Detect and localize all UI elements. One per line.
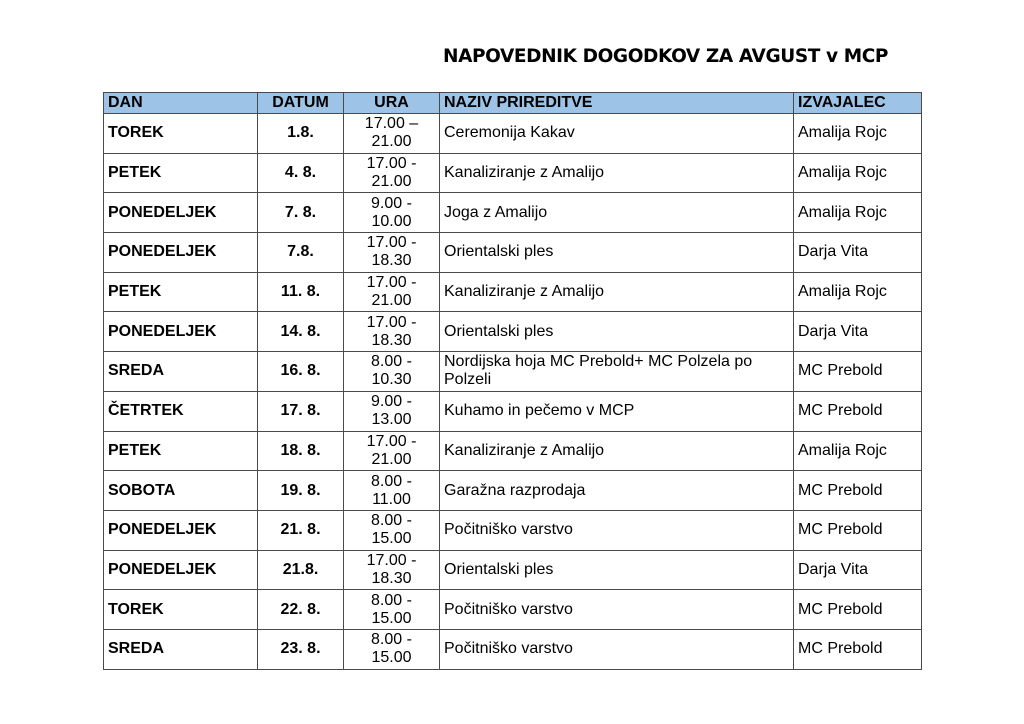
- cell-izvajalec: MC Prebold: [794, 471, 922, 511]
- table-row: [104, 471, 922, 511]
- time-start: 17.00 -: [366, 432, 417, 450]
- cell-datum: 22. 8.: [258, 590, 344, 630]
- cell-ura: [344, 510, 440, 550]
- column-header-izvajalec: IZVAJALEC: [794, 93, 922, 114]
- cell-datum: 1.8.: [258, 114, 344, 154]
- cell-ura: [344, 391, 440, 431]
- cell-naziv: Ceremonija Kakav: [440, 114, 794, 154]
- cell-naziv: Počitniško varstvo: [440, 629, 794, 669]
- table-row: [104, 550, 922, 590]
- cell-datum: 16. 8.: [258, 352, 344, 392]
- time-start: 9.00 -: [371, 194, 412, 212]
- time-end: 15.00: [371, 530, 412, 548]
- cell-dan: SOBOTA: [104, 471, 258, 511]
- cell-naziv: Počitniško varstvo: [440, 590, 794, 630]
- cell-izvajalec: Amalija Rojc: [794, 193, 922, 233]
- cell-dan: PETEK: [104, 153, 258, 193]
- time-start: 17.00 -: [366, 551, 417, 569]
- cell-datum: 21.8.: [258, 550, 344, 590]
- time-start: 8.00 -: [371, 472, 412, 490]
- time-end: 10.30: [371, 371, 412, 389]
- cell-izvajalec: MC Prebold: [794, 590, 922, 630]
- cell-naziv: Kanaliziranje z Amalijo: [440, 272, 794, 312]
- table-row: [104, 153, 922, 193]
- cell-datum: 23. 8.: [258, 629, 344, 669]
- time-end: 18.30: [371, 569, 412, 587]
- cell-naziv: Nordijska hoja MC Prebold+ MC Polzela po Polzeli: [440, 352, 794, 392]
- time-start: 8.00 -: [371, 512, 412, 530]
- table-row: [104, 114, 922, 154]
- column-header-naziv: NAZIV PRIREDITVE: [440, 93, 794, 114]
- time-end: 15.00: [371, 649, 412, 667]
- table-row: [104, 629, 922, 669]
- time-end: 21.00: [371, 292, 412, 310]
- cell-naziv: Kanaliziranje z Amalijo: [440, 153, 794, 193]
- cell-naziv: Orientalski ples: [440, 312, 794, 352]
- cell-naziv: Garažna razprodaja: [440, 471, 794, 511]
- cell-datum: 21. 8.: [258, 510, 344, 550]
- cell-dan: TOREK: [104, 114, 258, 154]
- cell-datum: 14. 8.: [258, 312, 344, 352]
- cell-dan: PETEK: [104, 272, 258, 312]
- cell-dan: SREDA: [104, 352, 258, 392]
- table-row: [104, 272, 922, 312]
- time-end: 18.30: [371, 252, 412, 270]
- cell-izvajalec: Darja Vita: [794, 312, 922, 352]
- cell-ura: [344, 114, 440, 154]
- time-end: 21.00: [371, 450, 412, 468]
- cell-dan: PONEDELJEK: [104, 550, 258, 590]
- column-header-ura: URA: [344, 93, 440, 114]
- cell-ura: [344, 629, 440, 669]
- time-end: 10.00: [371, 212, 412, 230]
- cell-izvajalec: MC Prebold: [794, 629, 922, 669]
- cell-dan: PONEDELJEK: [104, 193, 258, 233]
- cell-naziv: Joga z Amalijo: [440, 193, 794, 233]
- cell-dan: PONEDELJEK: [104, 233, 258, 273]
- cell-ura: [344, 590, 440, 630]
- time-start: 9.00 -: [371, 393, 412, 411]
- cell-ura: [344, 312, 440, 352]
- table-header-row: [104, 93, 922, 114]
- cell-izvajalec: MC Prebold: [794, 510, 922, 550]
- page-title: NAPOVEDNIK DOGODKOV ZA AVGUST v MCP: [443, 46, 889, 67]
- time-end: 21.00: [371, 133, 412, 151]
- cell-naziv: Orientalski ples: [440, 550, 794, 590]
- time-start: 17.00 -: [366, 274, 417, 292]
- cell-datum: 18. 8.: [258, 431, 344, 471]
- cell-datum: 4. 8.: [258, 153, 344, 193]
- table-row: [104, 510, 922, 550]
- time-end: 18.30: [371, 331, 412, 349]
- cell-izvajalec: Darja Vita: [794, 233, 922, 273]
- time-end: 13.00: [371, 411, 412, 429]
- cell-naziv: Počitniško varstvo: [440, 510, 794, 550]
- cell-dan: PONEDELJEK: [104, 510, 258, 550]
- cell-izvajalec: MC Prebold: [794, 391, 922, 431]
- time-start: 8.00 -: [371, 631, 412, 649]
- table-row: [104, 431, 922, 471]
- cell-datum: 19. 8.: [258, 471, 344, 511]
- cell-izvajalec: Amalija Rojc: [794, 153, 922, 193]
- time-start: 8.00 -: [371, 591, 412, 609]
- cell-izvajalec: Amalija Rojc: [794, 272, 922, 312]
- time-start: 17.00 -: [366, 155, 417, 173]
- time-start: 17.00 -: [366, 234, 417, 252]
- cell-datum: 7. 8.: [258, 193, 344, 233]
- cell-ura: [344, 352, 440, 392]
- time-start: 17.00 -: [366, 313, 417, 331]
- events-table: [103, 92, 922, 670]
- time-end: 15.00: [371, 609, 412, 627]
- cell-datum: 7.8.: [258, 233, 344, 273]
- cell-ura: [344, 550, 440, 590]
- cell-ura: [344, 431, 440, 471]
- table-row: [104, 590, 922, 630]
- cell-izvajalec: Amalija Rojc: [794, 431, 922, 471]
- table-row: [104, 391, 922, 431]
- column-header-datum: DATUM: [258, 93, 344, 114]
- cell-ura: [344, 471, 440, 511]
- time-start: 17.00 –: [364, 115, 419, 133]
- cell-naziv: Kanaliziranje z Amalijo: [440, 431, 794, 471]
- table-row: [104, 233, 922, 273]
- time-end: 11.00: [372, 490, 411, 508]
- cell-dan: PETEK: [104, 431, 258, 471]
- cell-dan: ČETRTEK: [104, 391, 258, 431]
- cell-ura: [344, 153, 440, 193]
- cell-dan: TOREK: [104, 590, 258, 630]
- cell-datum: 11. 8.: [258, 272, 344, 312]
- cell-naziv: Kuhamo in pečemo v MCP: [440, 391, 794, 431]
- cell-ura: [344, 272, 440, 312]
- cell-ura: [344, 193, 440, 233]
- cell-izvajalec: Darja Vita: [794, 550, 922, 590]
- cell-ura: [344, 233, 440, 273]
- cell-dan: SREDA: [104, 629, 258, 669]
- column-header-dan: DAN: [104, 93, 258, 114]
- table-row: [104, 312, 922, 352]
- time-start: 8.00 -: [371, 353, 412, 371]
- cell-datum: 17. 8.: [258, 391, 344, 431]
- cell-dan: PONEDELJEK: [104, 312, 258, 352]
- table-row: [104, 193, 922, 233]
- time-end: 21.00: [371, 173, 412, 191]
- cell-naziv: Orientalski ples: [440, 233, 794, 273]
- cell-izvajalec: Amalija Rojc: [794, 114, 922, 154]
- cell-izvajalec: MC Prebold: [794, 352, 922, 392]
- table-row: [104, 352, 922, 392]
